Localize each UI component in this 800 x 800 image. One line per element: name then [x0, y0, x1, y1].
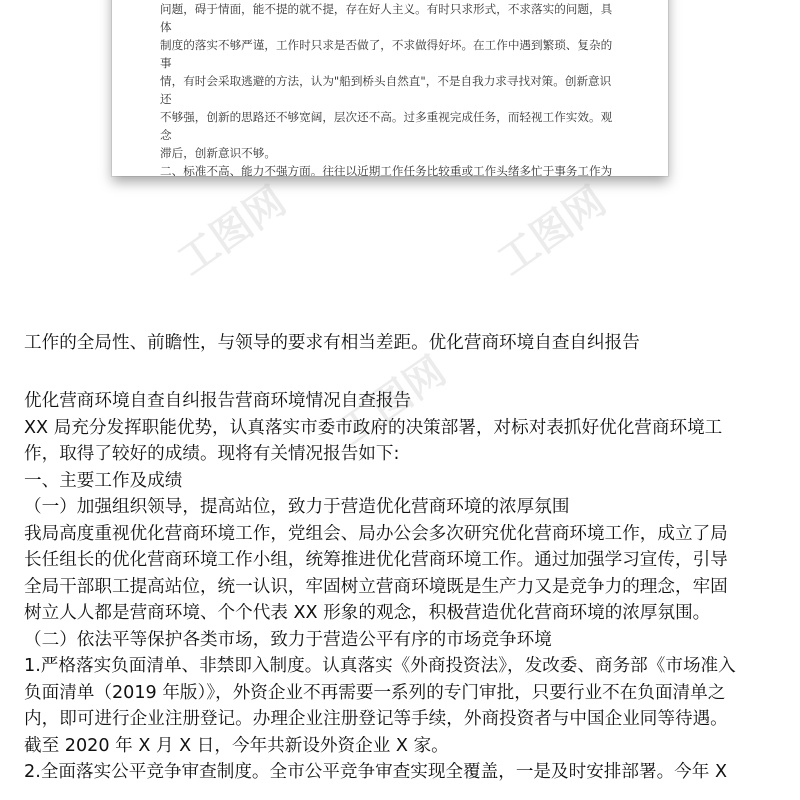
- paper-line: 问题，碍于情面，能不提的就不提，存在好人主义。有时只求形式，不求落实的问题，具体: [160, 2, 613, 34]
- paragraph: 我局高度重视优化营商环境工作，党组会、局办公会多次研究优化营商环境工作，成立了局: [24, 523, 728, 544]
- subsection-heading: （二）依法平等保护各类市场，致力于营造公平有序的市场竞争环境: [24, 629, 552, 650]
- paragraph: 负面清单（2019 年版）》，外资企业不再需要一系列的专门审批，只要行业不在负面清单之: [24, 682, 726, 703]
- section-heading: 一、主要工作及成绩: [24, 470, 183, 491]
- subsection-heading: （一）加强组织领导，提高站位，致力于营造优化营商环境的浓厚氛围: [24, 497, 570, 517]
- paper-line: 不够强，创新的思路还不够宽阔，层次还不高。过多重视完成任务，而轻视工作实效。观念: [160, 110, 613, 142]
- paper-line: 情，有时会采取逃避的方法，认为"船到桥头自然直"，不是自我力求寻找对策。创新意识还: [160, 74, 612, 106]
- watermark: 工图网: [169, 178, 295, 285]
- document-page-text: [160, 0, 614, 176]
- paragraph: 长任组长的优化营商环境工作小组，统筹推进优化营商环境工作。通过加强学习宣传，引导: [24, 550, 728, 570]
- paragraph: 全局干部职工提高站位，统一认识，牢固树立营商环境既是生产力又是竞争力的理念，牢固: [24, 576, 728, 597]
- paragraph: 内，即可进行企业注册登记。办理企业注册登记等手续，外商投资者与中国企业同等待遇。: [24, 709, 728, 729]
- paper-line: 滞后，创新意识不够。: [160, 146, 276, 160]
- watermark: 工图网: [489, 178, 615, 285]
- document-body-report: [24, 388, 784, 786]
- document-page-preview: [112, 0, 668, 176]
- document-preview-area: [0, 0, 800, 300]
- paper-line: 二、标准不高、能力不强方面。往往以近期工作任务比较重或工作头绪多忙于事务工作为: [160, 164, 613, 176]
- paragraph: 截至 2020 年 X 月 X 日，今年共新设外资企业 X 家。: [24, 735, 449, 756]
- paragraph: XX 局充分发挥职能优势，认真落实市委市政府的决策部署，对标对表抓好优化营商环境工: [24, 417, 723, 438]
- paragraph: 树立人人都是营商环境、个个代表 XX 形象的观念，积极营造优化营商环境的浓厚氛围。: [24, 603, 711, 623]
- document-body: [24, 330, 784, 357]
- paragraph: 作，取得了较好的成绩。现将有关情况报告如下:: [24, 444, 400, 464]
- paragraph: 工作的全局性、前瞻性，与领导的要求有相当差距。优化营商环境自查自纠报告: [24, 333, 640, 353]
- report-title: 优化营商环境自查自纠报告营商环境情况自查报告: [24, 391, 412, 411]
- watermark: 工图网: [329, 348, 455, 455]
- paper-line: 制度的落实不够严谨，工作时只求是否做了，不求做得好坏。在工作中遇到繁琐、复杂的事: [160, 38, 613, 70]
- paragraph: 2.全面落实公平竞争审查制度。全市公平竞争审查实现全覆盖，一是及时安排部署。今年 X: [24, 762, 727, 782]
- paragraph: 1.严格落实负面清单、非禁即入制度。认真落实《外商投资法》，发改委、商务部《市场准入: [24, 656, 736, 676]
